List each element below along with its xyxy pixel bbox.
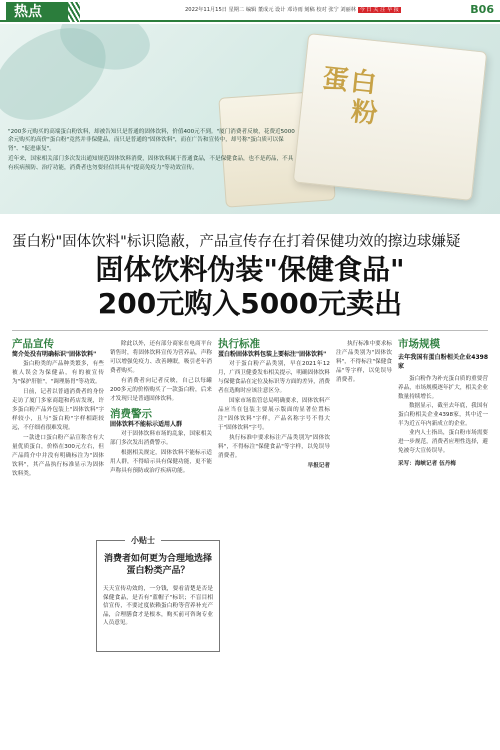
body-para: 国家市场监管总局明确要求，固体饮料产品应当在包装主要展示版面的显著位置标注"固体饮料"字样，产品名称字号不得大于"固体饮料"字号。 xyxy=(218,398,330,431)
section-tag xyxy=(6,2,68,22)
bag-label-line2: 粉 xyxy=(349,97,381,130)
section-subhead: 固体饮料不能标示适用人群 xyxy=(110,421,183,428)
caption-para: "200多元购买的高端蛋白粉饮料，却被告知只是普通的固体饮料，价值400元不到。"厦门消费者反映，花费近5000余元购买的高价"蛋白粉"竟然并非保健品，而只是普通的"固体饮料"，而在广告和宣传中，却号称"蛋白质可以保肾"、"促进康复"。 xyxy=(8,129,295,152)
divider xyxy=(12,330,488,331)
byline: 采写：海峡记者 伍丹梅 xyxy=(398,461,456,467)
column-standards xyxy=(218,340,330,472)
body-para: 日前，记者以普通消费者的身份走访了厦门多家商超和药店发现，许多蛋白粉产品外包装上"固体饮料"字样较小，且与"蛋白粉"字样相距较远，不仔细看很难发现。 xyxy=(12,389,104,431)
section-subhead: 去年我国有蛋白粉相关企业4398家 xyxy=(398,354,488,370)
section-stripe xyxy=(68,2,80,22)
section-heading: 执行标准 xyxy=(218,338,260,350)
body-para: 蛋白粉作为补充蛋白质的重要营养品，市场规模逐年扩大，相关企业数量持续增长。 xyxy=(398,376,488,400)
section-subhead: 简介处没有明确标识"固体饮料" xyxy=(12,351,97,358)
section-label: 热点 xyxy=(14,4,42,20)
body-para: 执行标准中要求标注产品类别为"固体饮料"，不得标注"保健食品"等字样，以免误导消费者。 xyxy=(336,341,392,383)
hero-photo xyxy=(0,24,500,214)
column-consumer-warning xyxy=(110,340,212,477)
body-para: 有消费者向记者反映，自己以每罐200多元的价格购买了一款蛋白粉，后来才发现只是普通固体饮料。 xyxy=(110,378,212,402)
section-heading: 市场规模 xyxy=(398,338,440,350)
dateline-text: 2022年11月15日 星期二 编辑 董成元 设计 邓诗雨 刻稿 校对 张宁 刘丽林 xyxy=(185,7,356,13)
headline-line1: 固体饮料伪装"保健食品" xyxy=(95,253,405,286)
body-para: 根据相关规定，固体饮料不能标示适用人群，不得暗示具有保健功能，更不能声称具有预防或治疗疾病功能。 xyxy=(110,450,212,474)
page-number: B06 xyxy=(470,3,494,16)
column-market-size xyxy=(398,340,488,469)
bag-label-line1: 蛋白 xyxy=(321,63,380,100)
body-para: 蛋白粉类的产品种类繁多，有些被人误会为保健品，有的被宣传为"保护肝脏"，"调理肠胃"等功效。 xyxy=(12,361,104,385)
body-para: 业内人士指出，蛋白粉市场需要进一步规范，消费者应理性选择，避免被夸大宣传误导。 xyxy=(398,430,488,454)
tip-box xyxy=(96,536,220,652)
body-para: 除此以外，还有部分商家在电商平台销售时，将固体饮料宣传为营养品，声称可以增强免疫力、改善睡眠，吸引老年消费者购买。 xyxy=(110,341,212,374)
column-product-promo xyxy=(12,340,104,480)
product-bag xyxy=(293,33,488,201)
page-header xyxy=(0,0,500,22)
section-heading: 消费警示 xyxy=(110,408,152,420)
tip-body: 天天宣传功效的，一分钱，要看清楚是否是保健食品，是否有"蓝帽子"标识；不盲目相信宣传，不要过度依赖蛋白粉等营养补充产品，合理膳食才是根本，购买前可咨询专业人员意见。 xyxy=(103,586,213,626)
caption-para: 近年来，国家相关部门多次发出通知规范固体饮料消费，固体饮料属于普通食品，不是保健食品，也不是药品，不具有疾病预防、治疗功能，消费者也勿要轻信其具有"提高免疫力"等功效宣传。 xyxy=(8,156,294,171)
body-para: 对于蛋白粉产品类别，早在2021年12月，广西卫健委发布相关提示，明确固体饮料与保健食品在定位及标识等方面的差异，消费者在选购时应该注意区分。 xyxy=(218,361,330,394)
section-subhead: 蛋白粉固体饮料包装上要标注"固体饮料" xyxy=(218,351,327,358)
column-continuation xyxy=(336,340,392,386)
body-para: 数据显示，截至去年底，我国有蛋白粉相关企业4398家，其中近一半为近五年内新成立的企业。 xyxy=(398,403,488,427)
tip-question: 消费者如何更为合理地选择蛋白粉类产品？ xyxy=(103,554,212,576)
bag-label xyxy=(318,64,384,130)
tip-title: 小贴士 xyxy=(125,535,161,546)
dateline xyxy=(185,6,401,13)
body-para: 执行标准中要求标注产品类别为"固体饮料"，不得标注"保健食品"等字样，以免误导消费者。 xyxy=(218,435,330,459)
headline xyxy=(12,253,488,321)
dateline-highlight: 今 日 关 注 早 报 xyxy=(359,7,399,13)
section-heading: 产品宣传 xyxy=(12,338,54,350)
hero-caption xyxy=(8,128,298,174)
body-para: 对于固体饮料市场的乱象，国家相关部门多次发出消费警示。 xyxy=(110,431,212,446)
body-para: 一款进口蛋白粉产品宣称含有大量优质蛋白，价格在300元左右，但产品简介中并没有明确标注为"固体饮料"，其产品执行标准显示为固体饮料类。 xyxy=(12,435,104,477)
kicker-subtitle: 蛋白粉"固体饮料"标识隐蔽，产品宣传存在打着保健功效的擦边球嫌疑 xyxy=(12,234,461,250)
headline-line2: 200元购入5000元卖出 xyxy=(97,287,403,320)
byline: 早报记者 xyxy=(307,463,330,469)
